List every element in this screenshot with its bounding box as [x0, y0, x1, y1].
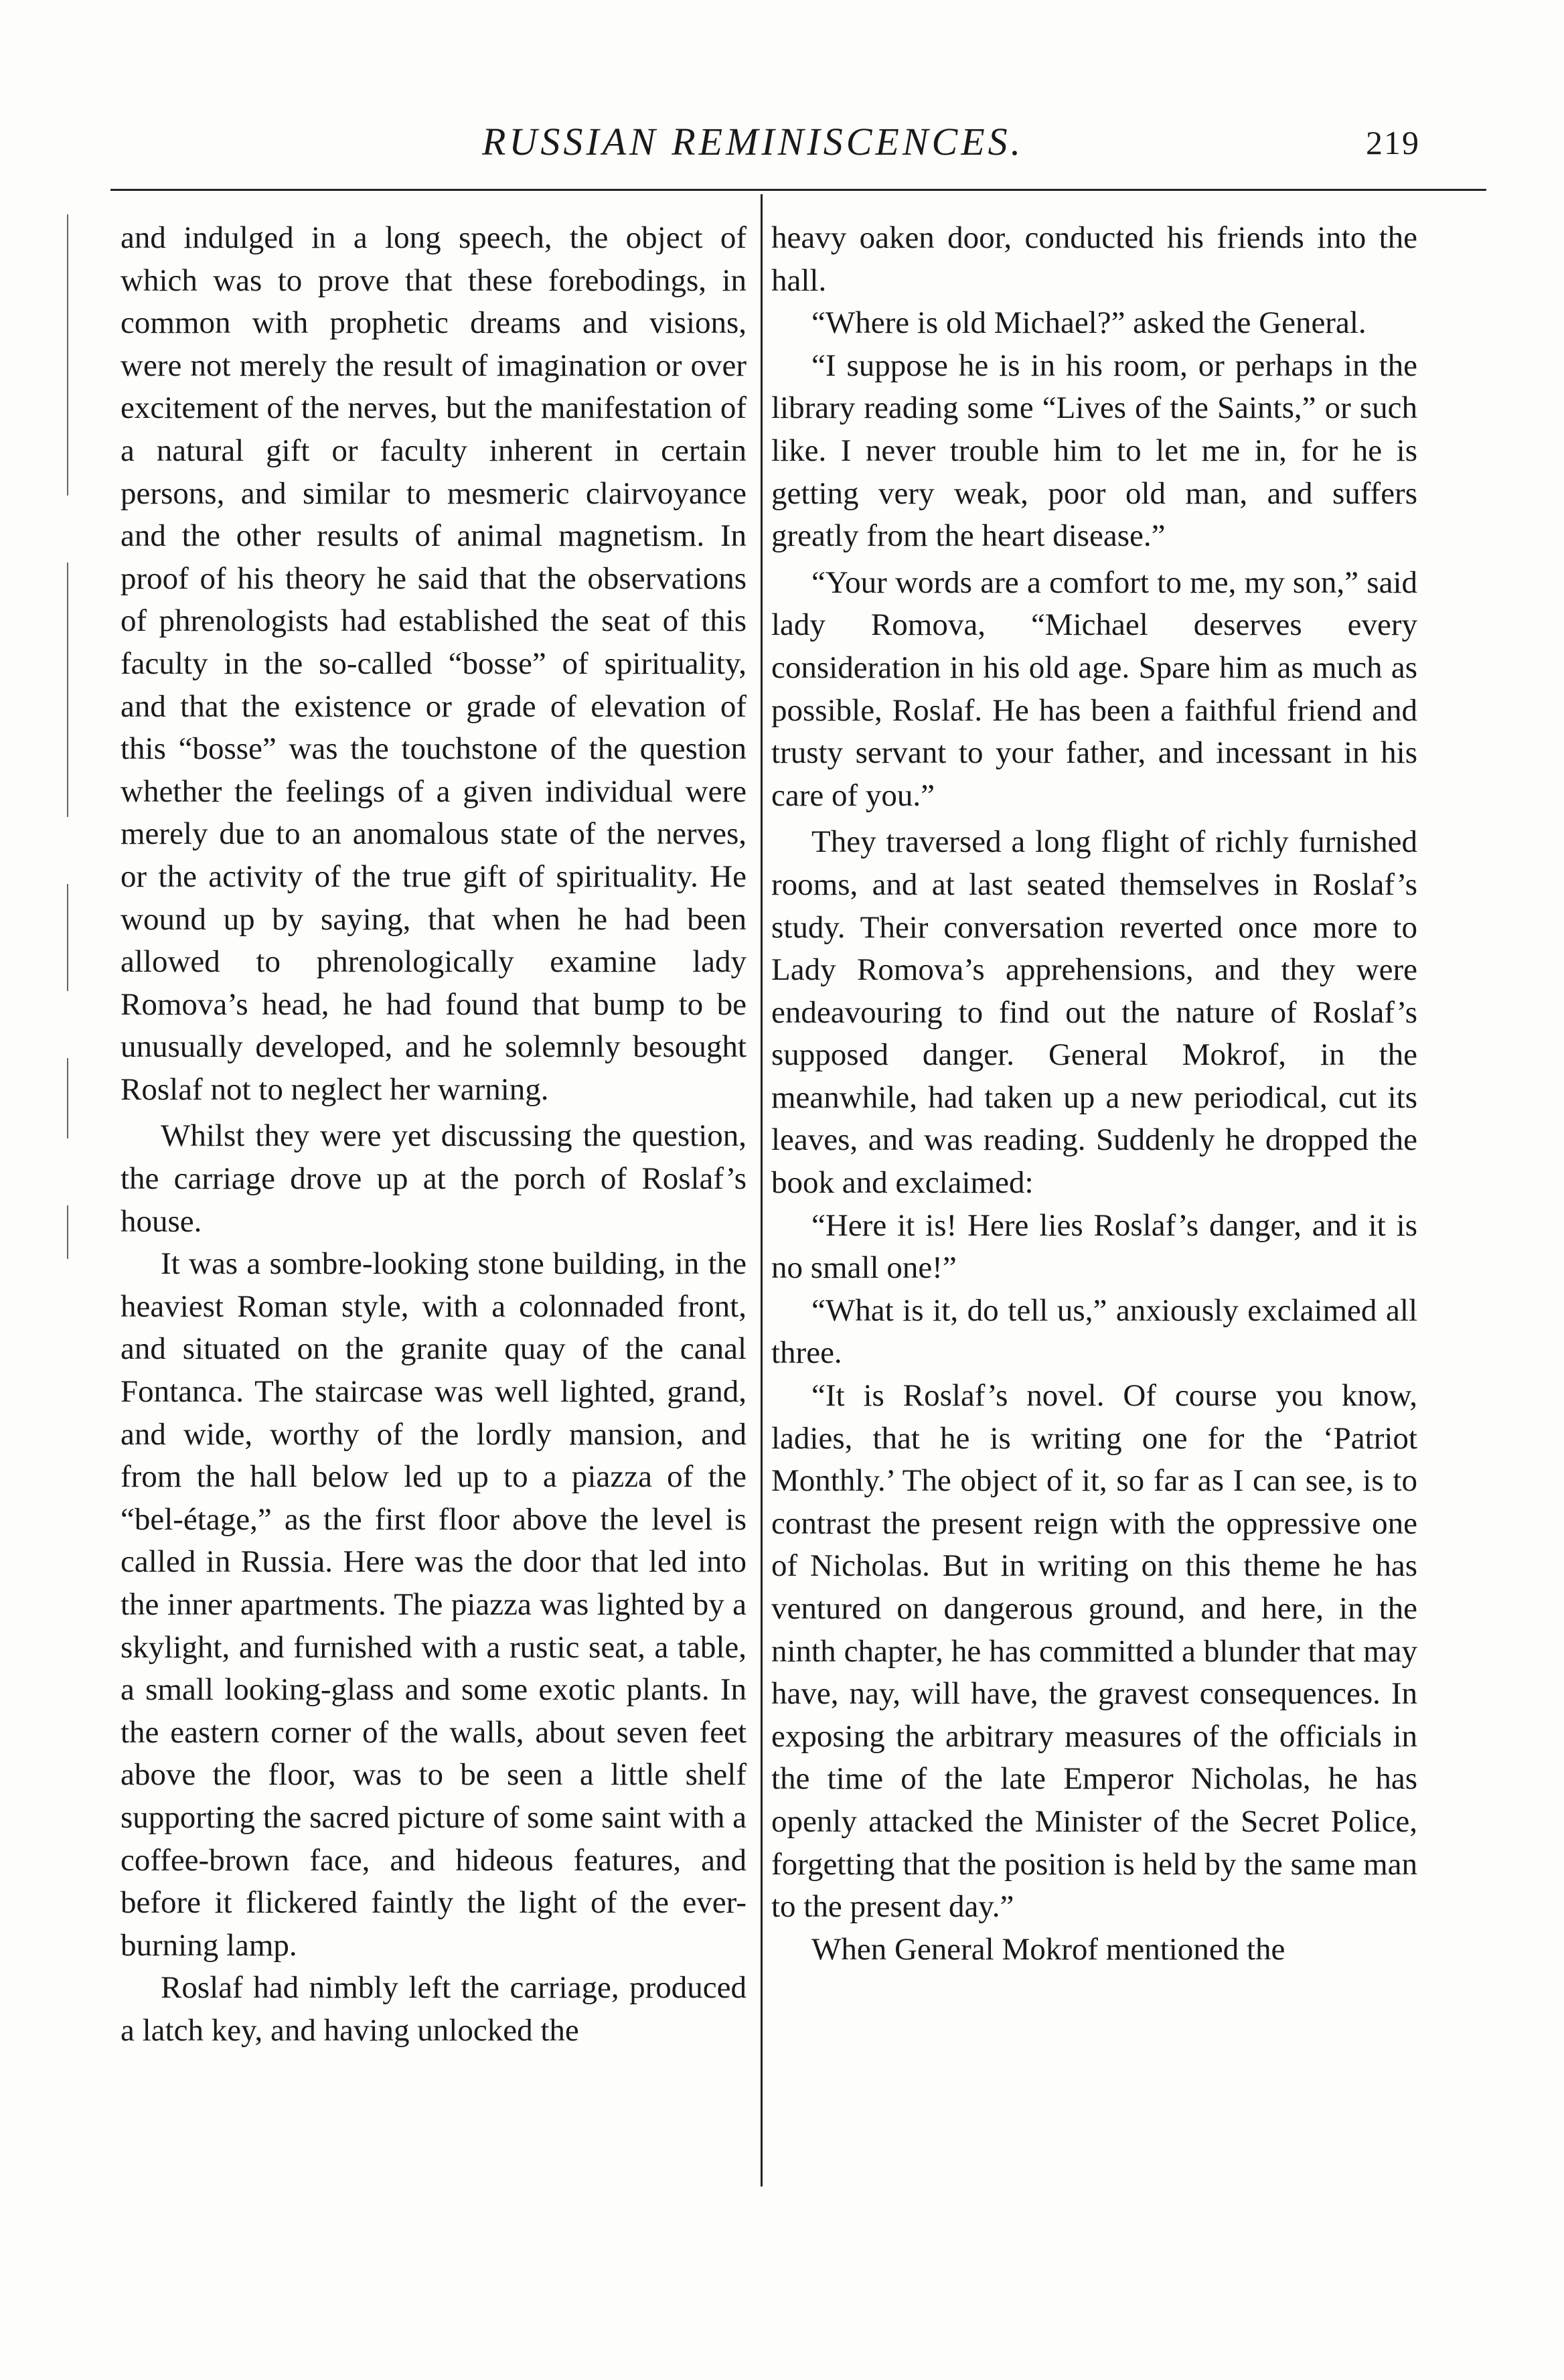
- paragraph: heavy oaken door, conducted his friends into the hall.: [771, 220, 1417, 298]
- page-number: 219: [1366, 124, 1420, 161]
- page-title: RUSSIAN REMINISCENCES.: [482, 120, 1024, 163]
- right-column: [771, 217, 1417, 1971]
- header-rule: [110, 189, 1486, 191]
- paragraph: “Your words are a comfort to me, my son,” said lady Romova, “Michael deserves every consideration in his old age. Spare him as much as possible, Roslaf. He has been a faithful friend and trusty servant to your father, and incessant in his care of you.”: [771, 565, 1417, 813]
- binding-margin-marks: [54, 214, 80, 1487]
- column-divider: [761, 194, 763, 2186]
- paragraph: “I suppose he is in his room, or perhaps in the library reading some “Lives of the Saints,” or such like. I never trouble him to let me in, for he is getting very weak, poor old man, and suffers greatly from the heart disease.”: [771, 348, 1417, 554]
- paragraph: “Where is old Michael?” asked the General.: [811, 305, 1366, 341]
- paragraph: “It is Roslaf’s novel. Of course you know, ladies, that he is writing one for the ‘Patriot Monthly.’ The object of it, so far as I can see, is to contrast the present reign with the oppressive one of Nicholas. But in writing on this theme he has ventured on dangerous ground, and here, in the ninth chapter, he has committed a blunder that may have, nay, will have, the gravest consequences. In exposing the arbitrary measures of the officials in the time of the late Emperor Nicholas, he has openly attacked the Minister of the Secret Police, forgetting that the position is held by the same man to the present day.”: [771, 1378, 1417, 1925]
- paragraph: They traversed a long flight of richly furnished rooms, and at last seated themselves in Roslaf’s study. Their conversation reverted once more to Lady Romova’s apprehensions, and they were endeavouring to find out the nature of Roslaf’s supposed danger. General Mokrof, in the meanwhile, had taken up a new periodical, cut its leaves, and was reading. Suddenly he dropped the book and exclaimed:: [771, 824, 1417, 1201]
- paragraph: “Here it is! Here lies Roslaf’s danger, and it is no small one!”: [771, 1207, 1417, 1286]
- left-column: [121, 217, 747, 2053]
- running-head: [0, 119, 1564, 173]
- paragraph: “What is it, do tell us,” anxiously exclaimed all three.: [771, 1292, 1417, 1371]
- paragraph: When General Mokrof mentioned the: [811, 1931, 1285, 1967]
- paragraph: and indulged in a long speech, the object of which was to prove that these forebodings, in common with prophetic dreams and visions, were not merely the result of imagination or over excitement of the nerves, but the manifestation of a natural gift or faculty inherent in certain persons, and similar to mesmeric clairvoyance and the other results of animal magnetism. In proof of his theory he said that the observations of phrenologists had established the seat of this faculty in the so-called “bosse” of spirituality, and that the existence or grade of elevation of this “bosse” was the touchstone of the question whether the feelings of a given individual were merely due to an anomalous state of the nerves, or the activity of the true gift of spirituality. He wound up by saying, that when he had been allowed to phrenologically examine lady Romova’s head, he had found that bump to be unusually developed, and he solemnly besought Roslaf not to neglect her warning.: [121, 220, 747, 1107]
- paragraph: Roslaf had nimbly left the carriage, produced a latch key, and having unlocked the: [121, 1970, 747, 2048]
- paragraph: Whilst they were yet discussing the question, the carriage drove up at the porch of Roslaf’s house.: [121, 1118, 747, 1239]
- paragraph: It was a sombre-looking stone building, in the heaviest Roman style, with a colonnaded front, and situated on the granite quay of the canal Fontanca. The staircase was well lighted, grand, and wide, worthy of the lordly mansion, and from the hall below led up to a piazza of the “bel-étage,” as the first floor above the level is called in Russia. Here was the door that led into the inner apartments. The piazza was lighted by a skylight, and furnished with a rustic seat, a table, a small looking-glass and some exotic plants. In the eastern corner of the walls, about seven feet above the floor, was to be seen a little shelf supporting the sacred picture of some saint with a coffee-brown face, and hideous features, and before it flickered faintly the light of the ever-burning lamp.: [121, 1246, 747, 1963]
